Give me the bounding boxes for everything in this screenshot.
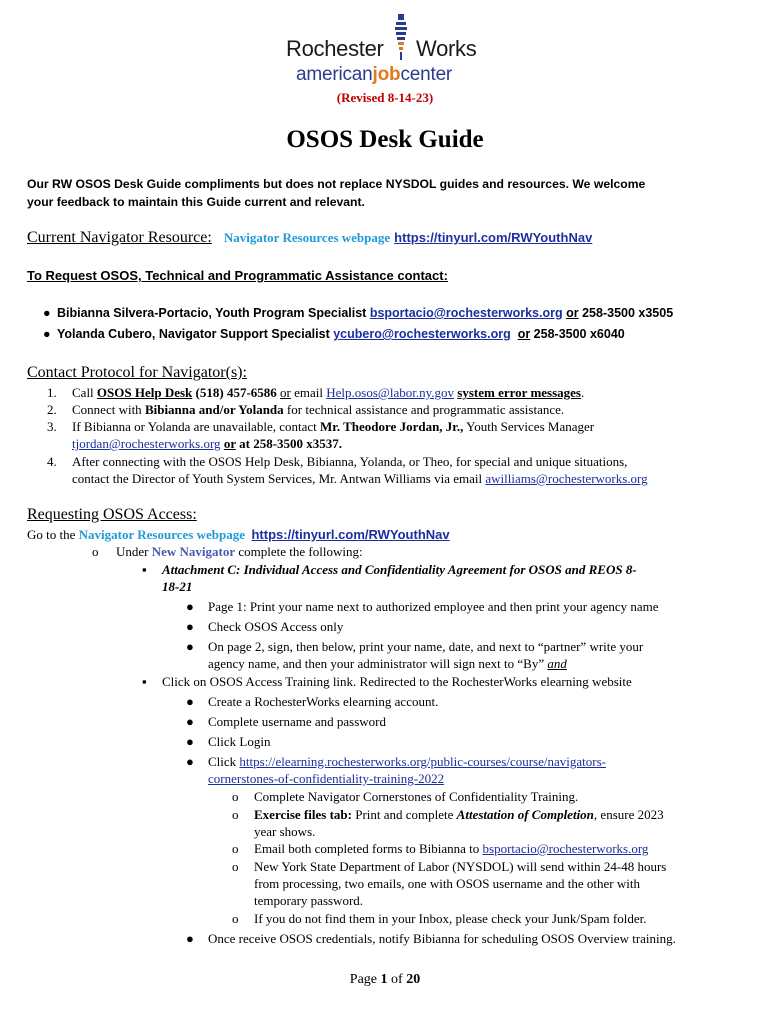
new-navigator-label: New Navigator bbox=[151, 544, 236, 559]
logo-american: american bbox=[296, 64, 373, 85]
circle-bullet-icon: o bbox=[232, 807, 239, 822]
text: Click Login bbox=[208, 734, 271, 749]
text: Under bbox=[116, 544, 152, 559]
bullet-icon: ● bbox=[186, 599, 194, 614]
step-click-link bbox=[186, 753, 606, 770]
step-page-2-cont bbox=[208, 655, 567, 672]
navigator-resources-label: Navigator Resources webpage bbox=[78, 527, 245, 542]
step-notify-bibianna bbox=[186, 930, 676, 947]
navigator-resources-label: Navigator Resources webpage bbox=[223, 230, 391, 245]
phone-text: 258-3500 x3505 bbox=[582, 306, 674, 320]
intro-line-1: Our RW OSOS Desk Guide compliments but does not replace NYSDOL guides and resources. We welcome bbox=[27, 177, 646, 191]
text: New York State Department of Labor (NYSDOL) will send within 24-48 hours bbox=[254, 859, 667, 874]
circle-bullet-icon: o bbox=[232, 911, 239, 926]
text: agency name, and then your administrator will sign next to “By” bbox=[208, 656, 548, 671]
or-text: or bbox=[223, 436, 236, 451]
text: email bbox=[290, 385, 327, 400]
text: contact the Director of Youth System Services, Mr. Antwan Williams via email bbox=[72, 471, 486, 486]
text: , ensure 2023 bbox=[593, 807, 664, 822]
text: Click on OSOS Access Training link. Redirected to the RochesterWorks elearning website bbox=[162, 674, 632, 689]
square-bullet-icon: ▪ bbox=[142, 562, 147, 577]
contact-yolanda bbox=[43, 327, 625, 341]
navigator-resources-link-2[interactable]: https://tinyurl.com/RWYouthNav bbox=[251, 527, 450, 542]
text: complete the following: bbox=[235, 544, 363, 559]
or-text: or bbox=[566, 306, 579, 320]
sub-complete-training bbox=[232, 788, 579, 805]
contact-text: Bibianna Silvera-Portacio, Youth Program Specialist bbox=[57, 306, 370, 320]
circle-bullet-icon: o bbox=[232, 789, 239, 804]
total-pages: 20 bbox=[406, 972, 421, 987]
elearning-course-link[interactable]: https://elearning.rochesterworks.org/public-courses/course/navigators- bbox=[239, 754, 606, 769]
text: After connecting with the OSOS Help Desk, Bibianna, Yolanda, or Theo, for special and unique situations, bbox=[72, 454, 628, 469]
system-error-messages: system error messages bbox=[457, 385, 581, 400]
step-create-account bbox=[186, 693, 439, 710]
text: Youth Services Manager bbox=[463, 419, 595, 434]
bullet-icon: ● bbox=[186, 639, 194, 654]
text: Click bbox=[208, 754, 240, 769]
logo-emblem-icon bbox=[392, 14, 410, 64]
page-title: OSOS Desk Guide bbox=[286, 126, 484, 153]
sub-email-forms bbox=[232, 840, 649, 857]
revised-date: (Revised 8-14-23) bbox=[336, 90, 434, 105]
bullet-icon: ● bbox=[43, 327, 51, 341]
protocol-item-3-cont bbox=[72, 435, 342, 452]
protocol-item-4 bbox=[47, 453, 628, 470]
text: . bbox=[580, 385, 585, 400]
text: Go to the bbox=[27, 527, 79, 542]
current-resource-heading: Current Navigator Resource: bbox=[27, 229, 212, 246]
request-contact-heading: To Request OSOS, Technical and Programmatic Assistance contact: bbox=[27, 268, 448, 283]
circle-bullet-icon: o bbox=[232, 841, 239, 856]
elearning-course-link-cont[interactable]: cornerstones-of-confidentiality-training-2022 bbox=[208, 771, 445, 786]
protocol-item-3 bbox=[47, 418, 595, 435]
and-text: and bbox=[547, 656, 567, 671]
text: If Bibianna or Yolanda are unavailable, contact bbox=[72, 419, 320, 434]
or-text: or bbox=[517, 327, 531, 341]
contact-protocol-heading: Contact Protocol for Navigator(s): bbox=[27, 364, 247, 381]
bullet-icon: ● bbox=[43, 306, 51, 320]
text: Check OSOS Access only bbox=[208, 619, 344, 634]
text: Page 1: Print your name next to authorized employee and then print your agency name bbox=[208, 599, 659, 614]
sub-nysdol bbox=[232, 858, 667, 875]
text: Complete Navigator Cornerstones of Confidentiality Training. bbox=[254, 789, 579, 804]
protocol-item-1 bbox=[47, 384, 585, 401]
protocol-item-4-cont bbox=[72, 470, 648, 487]
bullet-icon: ● bbox=[186, 754, 194, 769]
logo-word-works: Works bbox=[416, 36, 477, 61]
or-text: or bbox=[280, 385, 291, 400]
step-click-link-cont bbox=[208, 770, 444, 787]
email-link-bsportacio-2[interactable]: bsportacio@rochesterworks.org bbox=[482, 841, 649, 856]
osos-help-desk: OSOS Help Desk bbox=[96, 385, 193, 400]
phone-text: 258-3500 x6040 bbox=[533, 327, 625, 341]
square-bullet-icon: ▪ bbox=[142, 674, 147, 689]
bold-text: Mr. Theodore Jordan, Jr., bbox=[320, 419, 464, 434]
bold-text: Bibianna and/or Yolanda bbox=[144, 402, 284, 417]
bullet-icon: ● bbox=[186, 714, 194, 729]
bullet-icon: ● bbox=[186, 734, 194, 749]
help-desk-phone: (518) 457-6586 bbox=[192, 385, 281, 400]
circle-bullet-icon: o bbox=[232, 859, 239, 874]
click-osos-training bbox=[142, 673, 632, 690]
attachment-c-cont: 18-21 bbox=[162, 579, 193, 594]
email-link-awilliams[interactable]: awilliams@rochesterworks.org bbox=[485, 471, 648, 486]
sub-nysdol-cont-1: from processing, two emails, one with OSOS username and the other with bbox=[254, 876, 640, 891]
list-number: 3. bbox=[47, 419, 57, 434]
intro-paragraph bbox=[27, 175, 747, 211]
bullet-icon: ● bbox=[186, 931, 194, 946]
contact-text: Yolanda Cubero, Navigator Support Specialist bbox=[57, 327, 334, 341]
bold-text: Exercise files tab: bbox=[254, 807, 352, 822]
logo-center: center bbox=[400, 64, 453, 85]
text: Page bbox=[349, 972, 381, 987]
american-job-center-logo bbox=[296, 64, 452, 86]
text: Attachment C: Individual Access and Confidentiality Agreement for OSOS and REOS 8- bbox=[162, 562, 637, 577]
current-page: 1 bbox=[380, 972, 388, 987]
list-number: 1. bbox=[47, 385, 57, 400]
logo-job: job bbox=[372, 64, 401, 85]
sub-nysdol-cont-2: temporary password. bbox=[254, 893, 364, 908]
sub-junk-folder bbox=[232, 910, 647, 927]
text: of bbox=[387, 972, 407, 987]
bullet-icon: ● bbox=[186, 694, 194, 709]
bullet-icon: ● bbox=[186, 619, 194, 634]
goto-navigator-resources bbox=[27, 526, 450, 543]
text: Email both completed forms to Bibianna to bbox=[254, 841, 483, 856]
text: Once receive OSOS credentials, notify Bibianna for scheduling OSOS Overview training. bbox=[208, 931, 676, 946]
current-navigator-resource bbox=[27, 229, 592, 247]
text: Complete username and password bbox=[208, 714, 386, 729]
list-number: 4. bbox=[47, 454, 57, 469]
intro-line-2: your feedback to maintain this Guide current and relevant. bbox=[27, 195, 365, 209]
page-number bbox=[0, 972, 770, 988]
navigator-resources-link[interactable]: https://tinyurl.com/RWYouthNav bbox=[394, 230, 593, 245]
text: Create a RochesterWorks elearning account. bbox=[208, 694, 439, 709]
email-link-bsportacio[interactable]: bsportacio@rochesterworks.org bbox=[369, 306, 563, 320]
logo-word-rochester: Rochester bbox=[286, 36, 384, 61]
under-new-navigator bbox=[92, 543, 363, 560]
attestation-text: Attestation of Completion bbox=[456, 807, 594, 822]
list-number: 2. bbox=[47, 402, 57, 417]
text: Print and complete bbox=[351, 807, 457, 822]
step-check-osos bbox=[186, 618, 344, 635]
step-username bbox=[186, 713, 386, 730]
step-login bbox=[186, 733, 271, 750]
circle-bullet-icon: o bbox=[92, 544, 99, 559]
text: for technical assistance and programmatic assistance. bbox=[283, 402, 565, 417]
contact-bibianna bbox=[43, 306, 674, 320]
attachment-c bbox=[142, 561, 637, 578]
step-page-1 bbox=[186, 598, 659, 615]
email-link-tjordan[interactable]: tjordan@rochesterworks.org bbox=[72, 436, 221, 451]
text: Connect with bbox=[72, 402, 145, 417]
sub-exercise-files-cont: year shows. bbox=[254, 824, 316, 839]
text: If you do not find them in your Inbox, please check your Junk/Spam folder. bbox=[254, 911, 647, 926]
email-link-help-osos[interactable]: Help.osos@labor.ny.gov bbox=[326, 385, 455, 400]
protocol-item-2 bbox=[47, 401, 565, 418]
bold-text: at 258-3500 x3537. bbox=[235, 436, 343, 451]
text: On page 2, sign, then below, print your name, date, and next to “partner” write your bbox=[208, 639, 644, 654]
email-link-ycubero[interactable]: ycubero@rochesterworks.org bbox=[333, 327, 511, 341]
requesting-access-heading: Requesting OSOS Access: bbox=[27, 506, 197, 523]
rochesterworks-logo bbox=[286, 14, 486, 90]
text: Call bbox=[72, 385, 97, 400]
sub-exercise-files bbox=[232, 806, 664, 823]
step-page-2 bbox=[186, 638, 644, 655]
